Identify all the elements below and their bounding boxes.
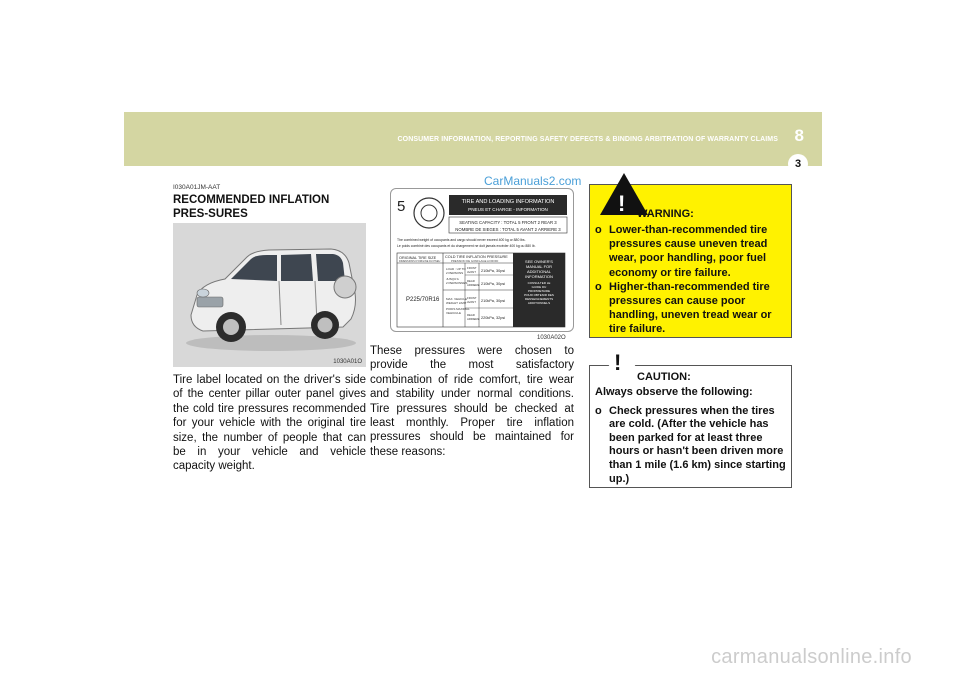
- tire-size-header-fr: DIMENSIONS D'ORIGINE DU PNEU: [399, 260, 441, 264]
- warning-item: o Higher-than-recommended tire pressures can cause poor handling, uneven tread wear or tire failure.: [595, 280, 772, 336]
- svg-text:AVANT: AVANT: [467, 270, 476, 274]
- vehicle-photo: [173, 223, 366, 367]
- caution-intro: Always observe the following:: [595, 386, 753, 398]
- exclamation-icon: !: [614, 350, 622, 375]
- svg-text:LOAD : UP TO: LOAD : UP TO: [446, 267, 466, 271]
- page-number: 3: [788, 154, 808, 174]
- svg-text:GUIDE DU: GUIDE DU: [531, 285, 547, 289]
- figure-code: 1030A02O: [537, 335, 566, 341]
- combined-weight-fr: Le poids combiné des occupants et du chargement ne doit jamais excéder 400 kg ou 880 lb.: [397, 244, 536, 248]
- bullet: o: [595, 404, 602, 417]
- chapter-number: 8: [794, 126, 804, 145]
- svg-text:AVANT: AVANT: [467, 300, 476, 304]
- svg-text:POIDS MAXIMAL: POIDS MAXIMAL: [446, 307, 470, 311]
- svg-text:RENSEIGNEMENTS: RENSEIGNEMENTS: [524, 297, 554, 301]
- warning-item: o Lower-than-recommended tire pressures cause uneven tread wear, poor handling, poor fuel economy or tire failure.: [595, 224, 768, 279]
- chapter-title: CONSUMER INFORMATION, REPORTING SAFETY DEFECTS & BINDING ARBITRATION OF WARRANTY CLAIMS: [397, 136, 778, 143]
- tire-size: P225/70R16: [406, 297, 440, 303]
- seating-capacity: SEATING CAPACITY : TOTAL 5 FRONT 2 REAR 3: [459, 220, 557, 225]
- pressure-value: 220kPa, 32psi: [481, 316, 506, 320]
- section-heading: [173, 184, 366, 221]
- section-title: RECOMMENDED INFLATION PRES-SURES: [173, 194, 330, 220]
- svg-text:SEE OWNER'S: SEE OWNER'S: [525, 259, 553, 264]
- caution-title: CAUTION:: [637, 371, 691, 383]
- label-number: 5: [397, 198, 406, 215]
- pressure-value: 210kPa, 30psi: [481, 299, 506, 303]
- svg-text:FRONT: FRONT: [467, 266, 477, 270]
- svg-text:WEIGHT LIMIT: WEIGHT LIMIT: [446, 301, 467, 305]
- suv-illustration: [173, 223, 366, 367]
- svg-text:PROPRIETAIRE: PROPRIETAIRE: [527, 289, 551, 293]
- svg-text:FRONT: FRONT: [467, 296, 477, 300]
- bullet: o: [595, 224, 602, 236]
- svg-text:MAX. VEHICLE: MAX. VEHICLE: [446, 297, 468, 301]
- svg-text:REAR: REAR: [467, 313, 475, 317]
- section-code: I030A01JM-AAT: [173, 184, 221, 191]
- tire-size-header: ORIGINAL TIRE SIZE: [399, 256, 437, 260]
- pressure-value: 210kPa, 30psi: [481, 269, 506, 273]
- svg-text:CONSULTER LE: CONSULTER LE: [527, 281, 551, 285]
- svg-text:ARRIERE: ARRIERE: [467, 283, 480, 287]
- tire-label-paragraph: Tire label located on the driver's side of the center pillar outer panel gives the cold tire pressures recommended for your vehicle with the original tire size, the number of people that can be in your vehicle and vehicle capacity weight.: [173, 374, 366, 473]
- svg-text:POUR OBTENIR DES: POUR OBTENIR DES: [524, 293, 554, 297]
- warning-list: [595, 223, 787, 337]
- pressure-header: COLD TIRE INFLATION PRESSURE: [445, 255, 508, 259]
- pressure-header-fr: PRESSION DE GONFLAGE A FROID: [451, 259, 499, 263]
- photo-code: 1030A01O: [333, 359, 362, 365]
- svg-text:2 PERSONS: 2 PERSONS: [446, 271, 464, 275]
- seating-capacity-fr: NOMBRE DE SIEGES : TOTAL 5 AVANT 2 ARRIERE 3: [455, 227, 561, 232]
- watermark-link[interactable]: CarManuals2.com: [484, 174, 582, 188]
- label-header-bar: [449, 195, 567, 215]
- svg-text:JUSQU'A: JUSQU'A: [446, 277, 459, 281]
- svg-text:REAR: REAR: [467, 279, 475, 283]
- footer-watermark: carmanualsonline.info: [711, 646, 912, 668]
- svg-text:MANUAL FOR: MANUAL FOR: [525, 264, 553, 269]
- svg-text:2 PERSONNES: 2 PERSONNES: [446, 281, 468, 285]
- svg-text:ARRIERE: ARRIERE: [467, 317, 480, 321]
- combined-weight: The combined weight of occupants and cargo should never exceed 400 kg or 880 lbs.: [397, 238, 526, 242]
- label-header-fr: PNEUS ET CHARGE - INFORMATION: [468, 207, 548, 212]
- svg-text:ADDITIONAL: ADDITIONAL: [526, 269, 552, 274]
- svg-text:ADDITIONNELS: ADDITIONNELS: [527, 301, 551, 305]
- label-header: TIRE AND LOADING INFORMATION: [461, 199, 555, 205]
- svg-text:INFORMATION: INFORMATION: [525, 274, 553, 279]
- caution-item: o Check pressures when the tires are cold. (After the vehicle has been parked for at least three hours or hasn't been driven more than 1 mile (1.6 km) since starting up.): [595, 404, 786, 485]
- bullet: o: [595, 280, 602, 293]
- tire-hub-icon: [421, 205, 437, 221]
- svg-text:VEHICULE: VEHICULE: [446, 311, 462, 315]
- pressure-value: 210kPa, 30psi: [481, 282, 506, 286]
- tire-loading-label: [391, 189, 573, 331]
- exclamation-icon: !: [618, 191, 626, 216]
- caution-list: [595, 386, 787, 486]
- tire-loading-label-figure: [390, 188, 574, 332]
- warning-title: WARNING:: [637, 208, 694, 220]
- page-header: [124, 112, 812, 170]
- pressure-paragraph: These pressures were chosen to provide the most satisfactory combination of ride comfort, tire wear and stability under normal conditions. Tire pressures should be checked at least monthly. Proper tire inflation pressures should be maintained for these reasons:: [370, 345, 574, 458]
